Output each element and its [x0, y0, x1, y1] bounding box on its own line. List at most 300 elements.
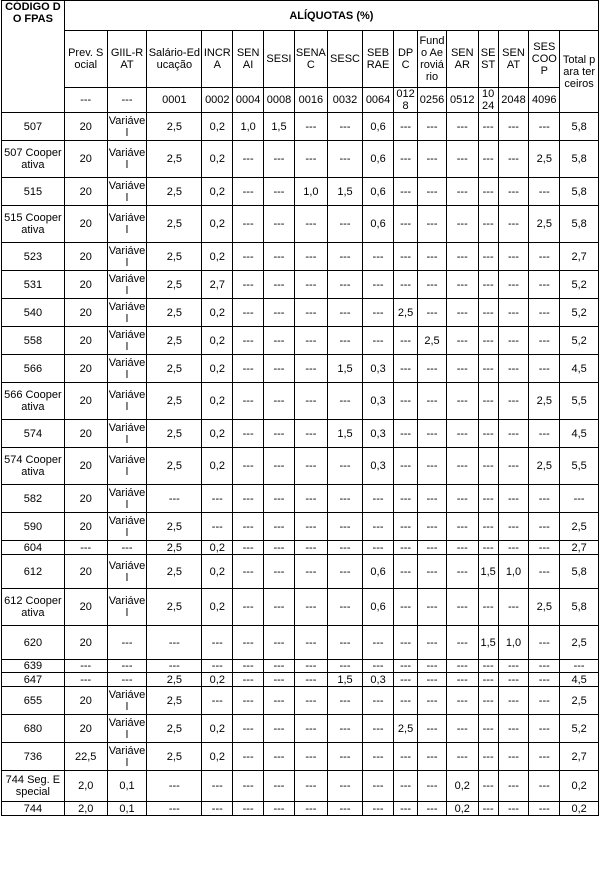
rate-cell: --- [393, 589, 417, 626]
rate-cell: --- [478, 513, 498, 541]
rate-cell: --- [294, 327, 327, 355]
rate-cell: --- [363, 802, 394, 816]
column-name-header: SESCOOP [529, 31, 560, 88]
rate-cell: --- [529, 687, 560, 715]
rate-cell: --- [294, 541, 327, 555]
rate-cell: --- [418, 589, 447, 626]
column-name-header: SENAI [233, 31, 264, 88]
rate-cell: --- [233, 141, 264, 178]
rate-cell: Variável [107, 383, 147, 420]
codigo-fpas-header: CÓDIGO DO FPAS [2, 1, 65, 113]
rate-cell: --- [393, 141, 417, 178]
rate-cell: --- [529, 771, 560, 802]
total-cell: 5,8 [560, 555, 599, 589]
rate-cell: --- [147, 771, 202, 802]
rate-cell: --- [363, 660, 394, 673]
rate-cell: --- [233, 383, 264, 420]
rate-cell: Variável [108, 179, 146, 204]
rate-cell: 20 [64, 299, 107, 327]
rate-cell: --- [478, 485, 498, 513]
aliquotas-header: ALÍQUOTAS (%) [64, 1, 598, 31]
rate-cell: --- [498, 589, 529, 626]
rate-cell: 1,5 [327, 420, 362, 448]
table-row [2, 178, 599, 206]
rate-cell: --- [498, 687, 529, 715]
column-code-header: 0008 [264, 88, 295, 113]
fpas-code-cell: 647 [2, 673, 65, 687]
rate-cell: --- [393, 802, 417, 816]
rate-cell: 2,5 [418, 327, 447, 355]
rate-cell: --- [363, 271, 394, 299]
rate-cell: --- [446, 541, 478, 555]
column-name-header: SENAC [294, 31, 327, 88]
table-row [2, 113, 599, 141]
rate-cell: --- [327, 555, 362, 589]
fpas-code-cell: 523 [2, 243, 65, 271]
rate-cell: --- [478, 271, 498, 299]
fpas-aliquotas-table [1, 0, 599, 816]
rate-cell: --- [393, 420, 417, 448]
rate-cell: 2,5 [147, 243, 202, 271]
rate-cell: 20 [64, 448, 107, 485]
column-code-header: 0004 [233, 88, 264, 113]
rate-cell: --- [233, 687, 264, 715]
rate-cell: --- [327, 743, 362, 771]
rate-cell: --- [446, 448, 478, 485]
rate-cell: 2,5 [147, 299, 202, 327]
table-row [2, 141, 599, 178]
column-code-header: 4096 [529, 88, 560, 113]
rate-cell: --- [233, 513, 264, 541]
rate-cell: 1,0 [233, 113, 264, 141]
column-code-header: 0512 [446, 88, 478, 113]
total-cell: 5,2 [560, 715, 599, 743]
rate-cell: --- [363, 743, 394, 771]
rate-cell: --- [327, 271, 362, 299]
rate-cell: --- [294, 485, 327, 513]
rate-cell: --- [478, 715, 498, 743]
rate-cell: 2,5 [529, 206, 560, 243]
rate-cell: --- [264, 206, 295, 243]
rate-cell: --- [264, 420, 295, 448]
total-terceiros-header: Total para terceiros [560, 31, 599, 113]
rate-cell: --- [446, 206, 478, 243]
rate-cell: 2,5 [147, 327, 202, 355]
rate-cell: --- [529, 420, 560, 448]
rate-cell: --- [446, 271, 478, 299]
rate-cell: --- [147, 485, 202, 513]
column-name-header: Fundo Aeroviário [418, 31, 447, 88]
rate-cell: --- [107, 541, 147, 555]
rate-cell: --- [418, 141, 447, 178]
rate-cell: --- [478, 541, 498, 555]
rate-cell: --- [478, 420, 498, 448]
rate-cell: --- [233, 626, 264, 660]
total-cell: --- [560, 660, 599, 673]
table-row [2, 299, 599, 327]
total-cell: 5,8 [560, 206, 599, 243]
rate-cell: 1,5 [478, 626, 498, 660]
rate-cell: 2,5 [147, 715, 202, 743]
rate-cell: --- [363, 513, 394, 541]
total-cell: --- [560, 485, 599, 513]
rate-cell: 20 [64, 113, 107, 141]
rate-cell: 0,1 [107, 802, 147, 816]
table-row [2, 513, 599, 541]
rate-cell: --- [393, 743, 417, 771]
rate-cell: --- [446, 243, 478, 271]
rate-cell: --- [294, 771, 327, 802]
column-code-header: 0002 [202, 88, 233, 113]
rate-cell: --- [393, 555, 417, 589]
rate-cell: Variável [108, 421, 146, 446]
rate-cell: --- [498, 715, 529, 743]
rate-cell: --- [294, 715, 327, 743]
rate-cell: --- [264, 355, 295, 383]
rate-cell: Variável [107, 206, 147, 243]
rate-cell: 20 [64, 513, 107, 541]
rate-cell: --- [446, 485, 478, 513]
rate-cell: --- [327, 687, 362, 715]
rate-cell: --- [202, 485, 233, 513]
rate-cell: --- [446, 420, 478, 448]
rate-cell: --- [202, 513, 233, 541]
rate-cell: 20 [64, 626, 107, 660]
rate-cell: --- [478, 589, 498, 626]
rate-cell: --- [498, 541, 529, 555]
total-cell: 4,5 [560, 673, 599, 687]
rate-cell: --- [233, 541, 264, 555]
column-name-header: DPC [393, 31, 417, 88]
rate-cell: --- [498, 383, 529, 420]
rate-cell: --- [327, 513, 362, 541]
rate-cell: 20 [64, 485, 107, 513]
rate-cell: --- [233, 299, 264, 327]
rate-cell: --- [233, 771, 264, 802]
rate-cell: --- [478, 383, 498, 420]
rate-cell: --- [233, 555, 264, 589]
rate-cell: 1,0 [498, 626, 529, 660]
rate-cell: 1,5 [327, 355, 362, 383]
rate-cell: --- [446, 743, 478, 771]
rate-cell: Variável [108, 486, 146, 511]
rate-cell: --- [363, 771, 394, 802]
rate-cell: 20 [64, 715, 107, 743]
total-cell: 2,5 [560, 687, 599, 715]
rate-cell: --- [393, 243, 417, 271]
total-cell: 2,5 [560, 513, 599, 541]
rate-cell: Variável [107, 555, 147, 589]
rate-cell: --- [202, 626, 233, 660]
rate-cell: 2,5 [147, 206, 202, 243]
total-cell: 5,5 [560, 383, 599, 420]
rate-cell: 20 [64, 555, 107, 589]
fpas-code-cell: 736 [2, 743, 65, 771]
rate-cell: 2,0 [64, 771, 107, 802]
rate-cell: --- [478, 448, 498, 485]
table-row [2, 271, 599, 299]
rate-cell: --- [294, 802, 327, 816]
rate-cell: 2,5 [147, 420, 202, 448]
rate-cell: --- [294, 243, 327, 271]
fpas-code-cell: 744 [2, 802, 65, 816]
rate-cell: 0,6 [363, 206, 394, 243]
rate-cell: Variável [107, 141, 147, 178]
rate-cell: --- [233, 715, 264, 743]
rate-cell: --- [418, 626, 447, 660]
column-name-header: INCRA [202, 31, 233, 88]
rate-cell: 2,5 [529, 589, 560, 626]
rate-cell: --- [327, 626, 362, 660]
rate-cell: --- [393, 271, 417, 299]
table-row [2, 771, 599, 802]
total-cell: 2,5 [560, 626, 599, 660]
rate-cell: 0,2 [202, 327, 233, 355]
rate-cell: --- [233, 355, 264, 383]
rate-cell: 2,5 [147, 383, 202, 420]
table-row [2, 327, 599, 355]
table-row [2, 383, 599, 420]
rate-cell: --- [418, 555, 447, 589]
total-cell: 5,8 [560, 589, 599, 626]
rate-cell: --- [529, 327, 560, 355]
rate-cell: --- [446, 383, 478, 420]
table-row [2, 687, 599, 715]
rate-cell: --- [478, 206, 498, 243]
rate-cell: --- [393, 673, 417, 687]
rate-cell: --- [446, 673, 478, 687]
rate-cell: --- [233, 673, 264, 687]
rate-cell: --- [529, 513, 560, 541]
table-row [2, 355, 599, 383]
rate-cell: 0,2 [446, 771, 478, 802]
rate-cell: --- [327, 485, 362, 513]
rate-cell: --- [478, 327, 498, 355]
rate-cell: 0,2 [202, 113, 233, 141]
rate-cell: --- [202, 687, 233, 715]
rate-cell: 20 [64, 271, 107, 299]
column-code-header: 0128 [393, 88, 417, 113]
rate-cell: Variável [108, 114, 146, 139]
column-code-header: 0032 [327, 88, 362, 113]
rate-cell: --- [327, 541, 362, 555]
rate-cell: 2,5 [147, 541, 202, 555]
column-code-header: 0064 [363, 88, 394, 113]
rate-cell: 0,6 [363, 113, 394, 141]
rate-cell: --- [327, 243, 362, 271]
rate-cell: 0,6 [363, 555, 394, 589]
rate-cell: --- [418, 113, 447, 141]
rate-cell: --- [478, 113, 498, 141]
rate-cell: --- [264, 660, 295, 673]
rate-cell: --- [294, 448, 327, 485]
rate-cell: --- [498, 743, 529, 771]
rate-cell: --- [529, 299, 560, 327]
column-code-header: 0001 [147, 88, 202, 113]
rate-cell: --- [393, 448, 417, 485]
rate-cell: --- [327, 448, 362, 485]
rate-cell: --- [107, 673, 147, 687]
rate-cell: 0,2 [202, 673, 233, 687]
rate-cell: 0,2 [202, 243, 233, 271]
rate-cell: --- [393, 541, 417, 555]
rate-cell: --- [418, 743, 447, 771]
rate-cell: --- [294, 271, 327, 299]
fpas-code-cell: 604 [2, 541, 65, 555]
rate-cell: --- [363, 485, 394, 513]
fpas-code-cell: 558 [2, 327, 65, 355]
rate-cell: --- [446, 660, 478, 673]
rate-cell: 0,2 [202, 715, 233, 743]
rate-cell: --- [294, 299, 327, 327]
rate-cell: --- [264, 327, 295, 355]
rate-cell: --- [529, 626, 560, 660]
rate-cell: --- [294, 206, 327, 243]
fpas-code-cell: 590 [2, 513, 65, 541]
rate-cell: --- [294, 687, 327, 715]
rate-cell: --- [393, 485, 417, 513]
rate-cell: 1,5 [478, 555, 498, 589]
rate-cell: --- [478, 660, 498, 673]
rate-cell: --- [498, 178, 529, 206]
rate-cell: 20 [64, 178, 107, 206]
rate-cell: --- [498, 660, 529, 673]
rate-cell: --- [529, 178, 560, 206]
rate-cell: --- [393, 383, 417, 420]
rate-cell: --- [264, 141, 295, 178]
rate-cell: 0,6 [363, 178, 394, 206]
rate-cell: --- [446, 687, 478, 715]
rate-cell: 2,5 [147, 448, 202, 485]
rate-cell: 2,5 [147, 271, 202, 299]
rate-cell: --- [363, 243, 394, 271]
rate-cell: --- [478, 743, 498, 771]
rate-cell: 2,5 [147, 673, 202, 687]
rate-cell: 1,5 [264, 113, 295, 141]
rate-cell: --- [478, 687, 498, 715]
rate-cell: 20 [64, 687, 107, 715]
rate-cell: 0,3 [363, 355, 394, 383]
rate-cell: 1,0 [294, 178, 327, 206]
rate-cell: --- [294, 513, 327, 541]
rate-cell: --- [294, 589, 327, 626]
fpas-code-cell: 507 [2, 113, 65, 141]
rate-cell: --- [418, 355, 447, 383]
rate-cell: --- [264, 555, 295, 589]
rate-cell: --- [418, 299, 447, 327]
rate-cell: --- [363, 715, 394, 743]
column-code-header: 1024 [478, 88, 498, 113]
rate-cell: --- [147, 626, 202, 660]
rate-cell: 0,2 [202, 420, 233, 448]
fpas-code-cell: 612 [2, 555, 65, 589]
fpas-code-cell: 574 [2, 420, 65, 448]
rate-cell: --- [393, 687, 417, 715]
total-cell: 5,2 [560, 299, 599, 327]
rate-cell: 20 [64, 327, 107, 355]
rate-cell: --- [498, 355, 529, 383]
fpas-code-cell: 744 Seg. Especial [2, 771, 65, 802]
rate-cell: --- [294, 113, 327, 141]
rate-cell: --- [418, 541, 447, 555]
rate-cell: --- [327, 141, 362, 178]
rate-cell: 2,5 [147, 687, 202, 715]
rate-cell: --- [418, 420, 447, 448]
column-name-header: GIIL-RAT [107, 31, 147, 88]
rate-cell: --- [498, 485, 529, 513]
rate-cell: Variável [108, 300, 146, 325]
rate-cell: 1,5 [327, 673, 362, 687]
rate-cell: --- [233, 589, 264, 626]
total-cell: 5,5 [560, 448, 599, 485]
rate-cell: --- [498, 299, 529, 327]
rate-cell: --- [233, 271, 264, 299]
table-row [2, 485, 599, 513]
rate-cell: --- [446, 589, 478, 626]
rate-cell: 20 [64, 206, 107, 243]
table-row [2, 743, 599, 771]
rate-cell: --- [418, 513, 447, 541]
rate-cell: --- [294, 420, 327, 448]
rate-cell: --- [446, 178, 478, 206]
rate-cell: Variável [108, 356, 146, 381]
fpas-code-cell: 680 [2, 715, 65, 743]
rate-cell: 22,5 [64, 743, 107, 771]
column-name-header: Salário-Educação [147, 31, 202, 88]
rate-cell: --- [529, 555, 560, 589]
rate-cell: 1,5 [327, 178, 362, 206]
rate-cell: 2,5 [147, 555, 202, 589]
table-row [2, 715, 599, 743]
rate-cell: --- [418, 206, 447, 243]
rate-cell: 20 [64, 589, 107, 626]
rate-cell: --- [446, 327, 478, 355]
rate-cell: --- [233, 802, 264, 816]
total-cell: 5,2 [560, 271, 599, 299]
rate-cell: --- [264, 243, 295, 271]
rate-cell: --- [264, 271, 295, 299]
rate-cell: --- [264, 178, 295, 206]
column-code-header: --- [107, 88, 147, 113]
rate-cell: Variável [108, 244, 146, 269]
rate-cell: Variável [108, 272, 146, 297]
fpas-code-cell: 582 [2, 485, 65, 513]
rate-cell: 0,2 [202, 589, 233, 626]
rate-cell: --- [478, 802, 498, 816]
rate-cell: 2,5 [147, 178, 202, 206]
rate-cell: --- [529, 541, 560, 555]
rate-cell: --- [418, 687, 447, 715]
rate-cell: --- [147, 660, 202, 673]
rate-cell: --- [233, 243, 264, 271]
rate-cell: --- [147, 802, 202, 816]
rate-cell: --- [327, 206, 362, 243]
rate-cell: --- [264, 771, 295, 802]
rate-cell: --- [294, 555, 327, 589]
column-name-header: SENAR [446, 31, 478, 88]
rate-cell: --- [64, 673, 107, 687]
rate-cell: --- [393, 327, 417, 355]
rate-cell: 2,5 [393, 715, 417, 743]
rate-cell: --- [498, 327, 529, 355]
rate-cell: --- [294, 673, 327, 687]
rate-cell: --- [107, 626, 147, 660]
rate-cell: --- [478, 355, 498, 383]
rate-cell: 0,2 [202, 178, 233, 206]
rate-cell: --- [233, 660, 264, 673]
rate-cell: 2,5 [529, 141, 560, 178]
rate-cell: --- [363, 687, 394, 715]
